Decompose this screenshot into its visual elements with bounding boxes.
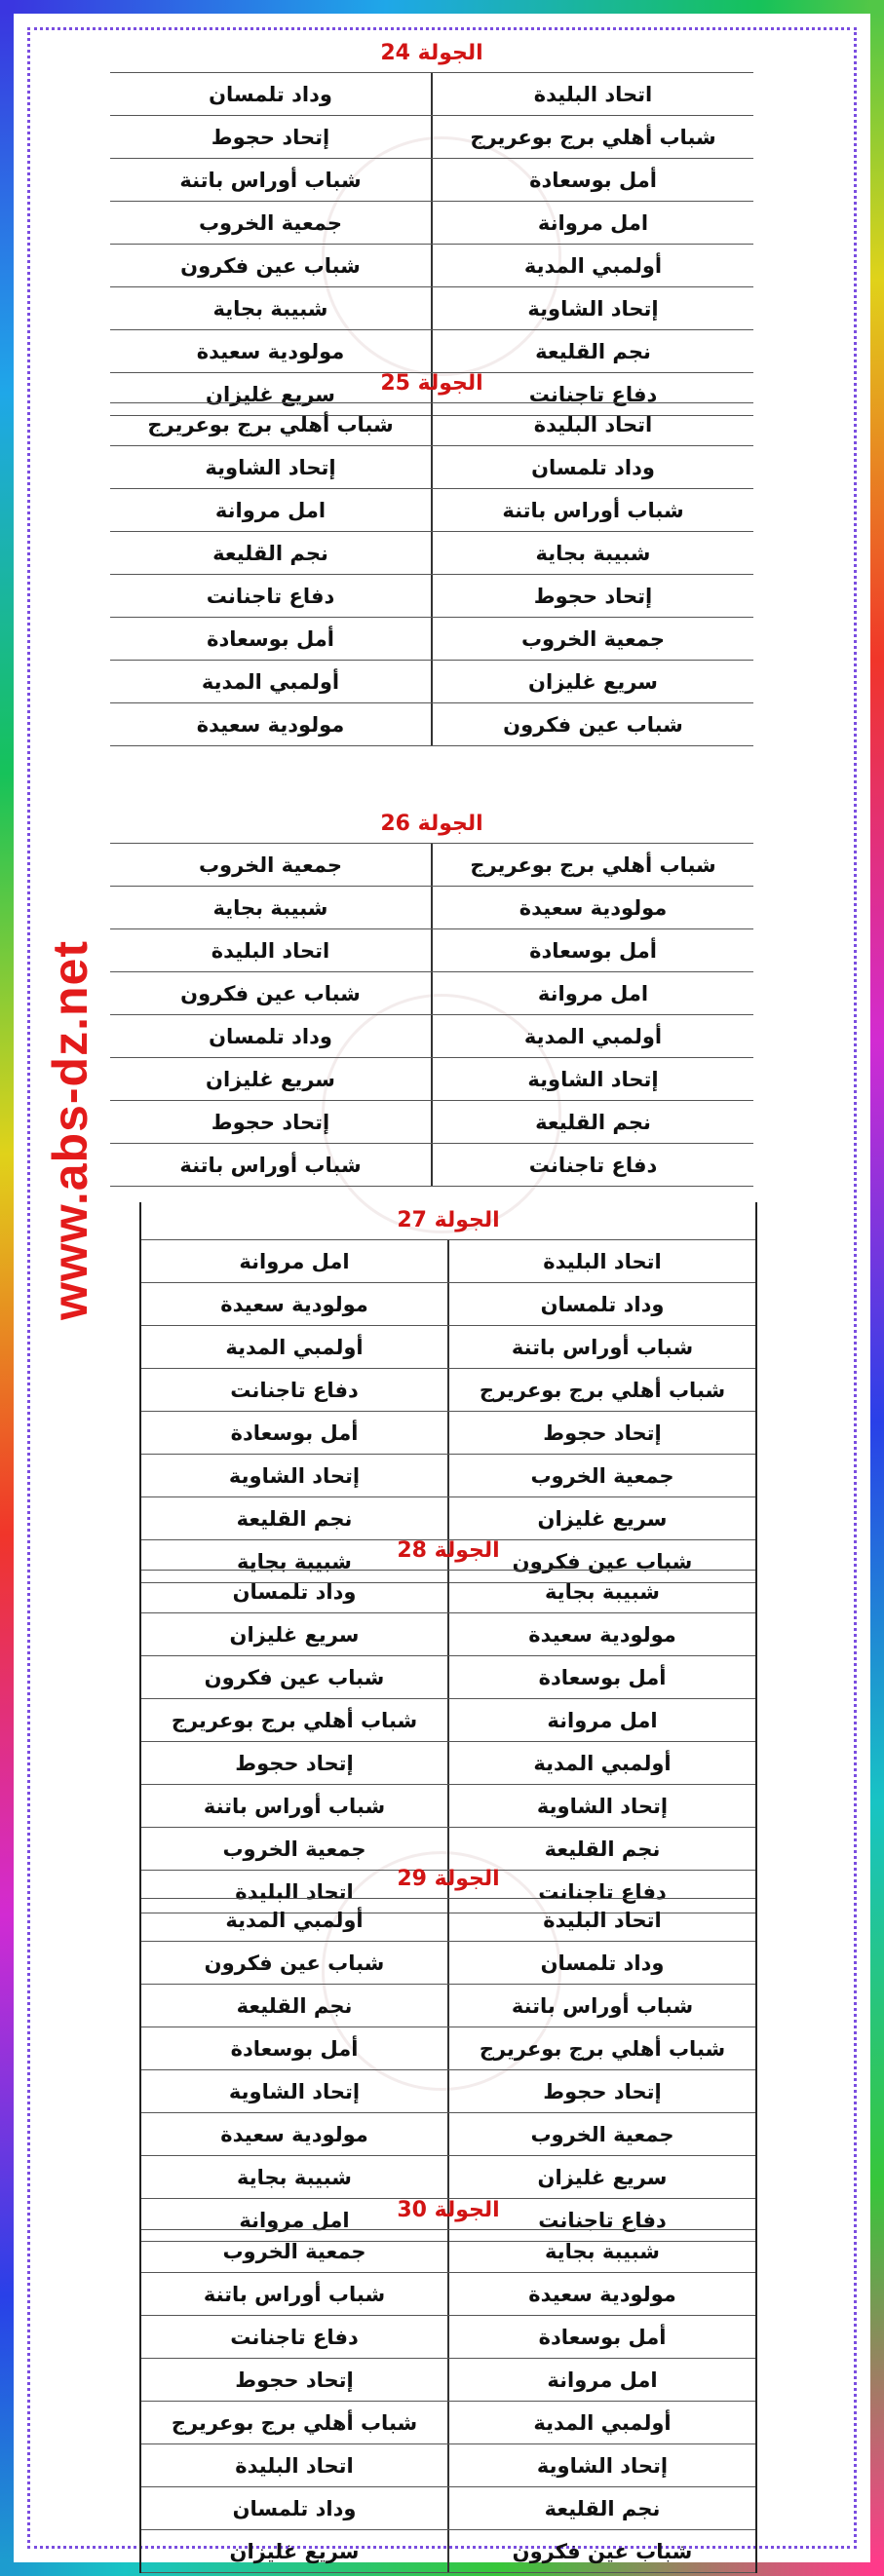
match-row (141, 2402, 755, 2444)
home-team: أولمبي المدية (431, 245, 753, 286)
match-row (141, 2230, 755, 2273)
away-team: دفاع تاجنانت (230, 2325, 359, 2349)
away-team: امل مروانة (239, 1249, 350, 1273)
away-team: جمعية الخروب (222, 2239, 366, 2263)
round-block (110, 35, 753, 416)
away-team: شباب عين فكرون (204, 1665, 385, 1689)
match-row (110, 703, 753, 746)
round-title: الجولة 29 (141, 1861, 755, 1899)
round-block (139, 2192, 757, 2573)
away-team: اتحاد البليدة (235, 2453, 354, 2478)
home-team: شباب أهلي برج بوعريرج (431, 844, 753, 886)
away-team: وداد تلمسان (232, 1579, 357, 1604)
home-team: أولمبي المدية (447, 1742, 755, 1784)
home-team: وداد تلمسان (447, 1283, 755, 1325)
match-row (141, 1455, 755, 1497)
match-row (141, 2359, 755, 2402)
home-team: دفاع تاجنانت (447, 1871, 755, 1913)
home-team: أولمبي المدية (447, 2402, 755, 2443)
home-team: وداد تلمسان (447, 1942, 755, 1984)
away-team: إتحاد الشاوية (205, 455, 336, 479)
match-row (141, 1412, 755, 1455)
match-row (110, 532, 753, 575)
home-team: اتحاد البليدة (431, 73, 753, 115)
home-team: امل مروانة (431, 202, 753, 244)
away-team: سريع غليزان (229, 1622, 360, 1647)
match-row (110, 245, 753, 287)
away-team: أمل بوسعادة (230, 2036, 359, 2061)
away-team: نجم القليعة (236, 1506, 353, 1531)
match-row (110, 159, 753, 202)
home-team: اتحاد البليدة (431, 403, 753, 445)
home-team: سريع غليزان (431, 661, 753, 702)
away-team: جمعية الخروب (198, 210, 343, 235)
home-team: شباب عين فكرون (447, 1540, 755, 1582)
match-row (141, 2273, 755, 2316)
match-row (110, 1101, 753, 1144)
away-team: شباب أهلي برج بوعريرج (147, 412, 394, 436)
away-team: دفاع تاجنانت (230, 1378, 359, 1402)
home-team: إتحاد الشاوية (431, 1058, 753, 1100)
home-team: إتحاد حجوط (447, 1412, 755, 1454)
away-team: اتحاد البليدة (211, 938, 330, 963)
match-row (141, 1742, 755, 1785)
home-team: شباب أهلي برج بوعريرج (431, 116, 753, 158)
away-team: سريع غليزان (206, 382, 335, 406)
round-title: الجولة 28 (141, 1533, 755, 1571)
home-team: إتحاد الشاوية (447, 2444, 755, 2486)
home-team: مولودية سعيدة (447, 2273, 755, 2315)
home-team: شباب أوراس باتنة (447, 1985, 755, 2027)
home-team: نجم القليعة (447, 1828, 755, 1870)
home-team: جمعية الخروب (447, 2113, 755, 2155)
match-row (110, 1058, 753, 1101)
away-team: شبيبة بجاية (212, 895, 328, 920)
home-team: اتحاد البليدة (447, 1240, 755, 1282)
away-team: اتحاد البليدة (235, 1879, 354, 1904)
away-team: أمل بوسعادة (230, 1421, 359, 1445)
match-row (110, 116, 753, 159)
home-team: دفاع تاجنانت (431, 373, 753, 415)
away-team: دفاع تاجنانت (206, 584, 335, 608)
home-team: أمل بوسعادة (447, 2316, 755, 2358)
away-team: وداد تلمسان (232, 2496, 357, 2520)
home-team: اتحاد البليدة (447, 1899, 755, 1941)
home-team: إتحاد الشاوية (431, 287, 753, 329)
site-watermark-text: www.abs-dz.net (43, 940, 98, 1320)
round-block (110, 806, 753, 1187)
match-row (141, 1985, 755, 2027)
match-row (141, 2070, 755, 2113)
match-row (110, 618, 753, 661)
match-row (110, 1015, 753, 1058)
home-team: شباب أهلي برج بوعريرج (447, 2027, 755, 2069)
away-team: وداد تلمسان (209, 82, 332, 106)
match-row (110, 844, 753, 887)
site-watermark (41, 857, 99, 1403)
away-team: إتحاد حجوط (211, 1110, 330, 1134)
home-team: نجم القليعة (431, 1101, 753, 1143)
away-team: أمل بوسعادة (207, 626, 334, 651)
away-team: جمعية الخروب (198, 852, 343, 877)
away-team: مولودية سعيدة (220, 2122, 368, 2146)
round-title: الجولة 25 (110, 365, 753, 403)
away-team: نجم القليعة (236, 1993, 353, 2018)
match-row (141, 1326, 755, 1369)
home-team: إتحاد حجوط (431, 575, 753, 617)
match-row (141, 1369, 755, 1412)
away-team: أولمبي المدية (201, 669, 340, 694)
home-team: مولودية سعيدة (447, 1613, 755, 1655)
match-row (141, 2487, 755, 2530)
match-row (141, 2027, 755, 2070)
match-row (141, 2316, 755, 2359)
home-team: جمعية الخروب (447, 1455, 755, 1496)
match-row (141, 1613, 755, 1656)
round-title: الجولة 26 (110, 806, 753, 844)
match-row (141, 1899, 755, 1942)
home-team: امل مروانة (447, 1699, 755, 1741)
match-row (110, 287, 753, 330)
home-team: دفاع تاجنانت (431, 1144, 753, 1186)
away-team: شباب أهلي برج بوعريرج (171, 1708, 418, 1732)
match-row (110, 403, 753, 446)
away-team: إتحاد الشاوية (228, 2079, 361, 2103)
match-row (141, 1699, 755, 1742)
round-block (139, 1533, 757, 1913)
home-team: أمل بوسعادة (431, 929, 753, 971)
match-row (110, 73, 753, 116)
match-row (141, 1942, 755, 1985)
away-team: امل مروانة (239, 2208, 350, 2232)
away-team: جمعية الخروب (222, 1837, 366, 1861)
away-team: شباب أوراس باتنة (179, 1153, 362, 1177)
home-team: شباب عين فكرون (431, 703, 753, 745)
away-team: مولودية سعيدة (220, 1292, 368, 1316)
away-team: أولمبي المدية (225, 1908, 364, 1932)
away-team: سريع غليزان (206, 1067, 335, 1091)
home-team: شباب عين فكرون (447, 2530, 755, 2572)
home-team: شبيبة بجاية (447, 2230, 755, 2272)
away-team: إتحاد حجوط (235, 2368, 354, 2392)
home-team: نجم القليعة (447, 2487, 755, 2529)
match-row (141, 1240, 755, 1283)
match-row (110, 661, 753, 703)
round-title: الجولة 30 (141, 2192, 755, 2230)
away-team: شباب أوراس باتنة (179, 168, 362, 192)
match-row (110, 202, 753, 245)
home-team: شباب أوراس باتنة (431, 489, 753, 531)
home-team: امل مروانة (431, 972, 753, 1014)
match-row (110, 489, 753, 532)
match-row (110, 972, 753, 1015)
match-row (141, 2530, 755, 2573)
away-team: مولودية سعيدة (196, 339, 345, 363)
match-row (141, 2444, 755, 2487)
home-team: أمل بوسعادة (431, 159, 753, 201)
away-team: شباب أهلي برج بوعريرج (171, 2410, 418, 2435)
away-team: وداد تلمسان (209, 1024, 332, 1048)
round-block (139, 1202, 757, 1583)
home-team: نجم القليعة (431, 330, 753, 372)
away-team: إتحاد حجوط (211, 125, 330, 149)
home-team: سريع غليزان (447, 1497, 755, 1539)
home-team: أمل بوسعادة (447, 1656, 755, 1698)
away-team: امل مروانة (214, 498, 327, 522)
away-team: سريع غليزان (229, 2539, 360, 2563)
home-team: شبيبة بجاية (431, 532, 753, 574)
match-row (110, 887, 753, 929)
match-row (110, 1144, 753, 1187)
match-row (110, 446, 753, 489)
away-team: شبيبة بجاية (237, 1549, 352, 1573)
match-row (141, 1785, 755, 1828)
away-team: شباب أوراس باتنة (203, 2282, 386, 2306)
home-team: امل مروانة (447, 2359, 755, 2401)
round-title: الجولة 27 (141, 1202, 755, 1240)
away-team: شبيبة بجاية (237, 2165, 352, 2189)
away-team: مولودية سعيدة (196, 712, 345, 737)
home-team: أولمبي المدية (431, 1015, 753, 1057)
match-row (141, 1283, 755, 1326)
away-team: شباب عين فكرون (180, 981, 361, 1005)
away-team: نجم القليعة (212, 541, 328, 565)
away-team: شباب عين فكرون (180, 253, 361, 278)
away-team: أولمبي المدية (225, 1335, 364, 1359)
home-team: وداد تلمسان (431, 446, 753, 488)
home-team: جمعية الخروب (431, 618, 753, 660)
away-team: إتحاد حجوط (235, 1751, 354, 1775)
away-team: شباب عين فكرون (204, 1951, 385, 1975)
match-row (141, 1571, 755, 1613)
away-team: إتحاد الشاوية (228, 1463, 361, 1488)
match-row (141, 2113, 755, 2156)
home-team: شبيبة بجاية (447, 1571, 755, 1612)
round-block (139, 1861, 757, 2242)
home-team: إتحاد حجوط (447, 2070, 755, 2112)
match-row (141, 1656, 755, 1699)
round-title: الجولة 24 (110, 35, 753, 73)
home-team: دفاع تاجنانت (447, 2199, 755, 2241)
round-block (110, 365, 753, 746)
home-team: إتحاد الشاوية (447, 1785, 755, 1827)
match-row (110, 929, 753, 972)
match-row (110, 575, 753, 618)
home-team: سريع غليزان (447, 2156, 755, 2198)
home-team: مولودية سعيدة (431, 887, 753, 928)
home-team: شباب أوراس باتنة (447, 1326, 755, 1368)
home-team: شباب أهلي برج بوعريرج (447, 1369, 755, 1411)
away-team: شباب أوراس باتنة (203, 1794, 386, 1818)
away-team: شبيبة بجاية (212, 296, 328, 321)
